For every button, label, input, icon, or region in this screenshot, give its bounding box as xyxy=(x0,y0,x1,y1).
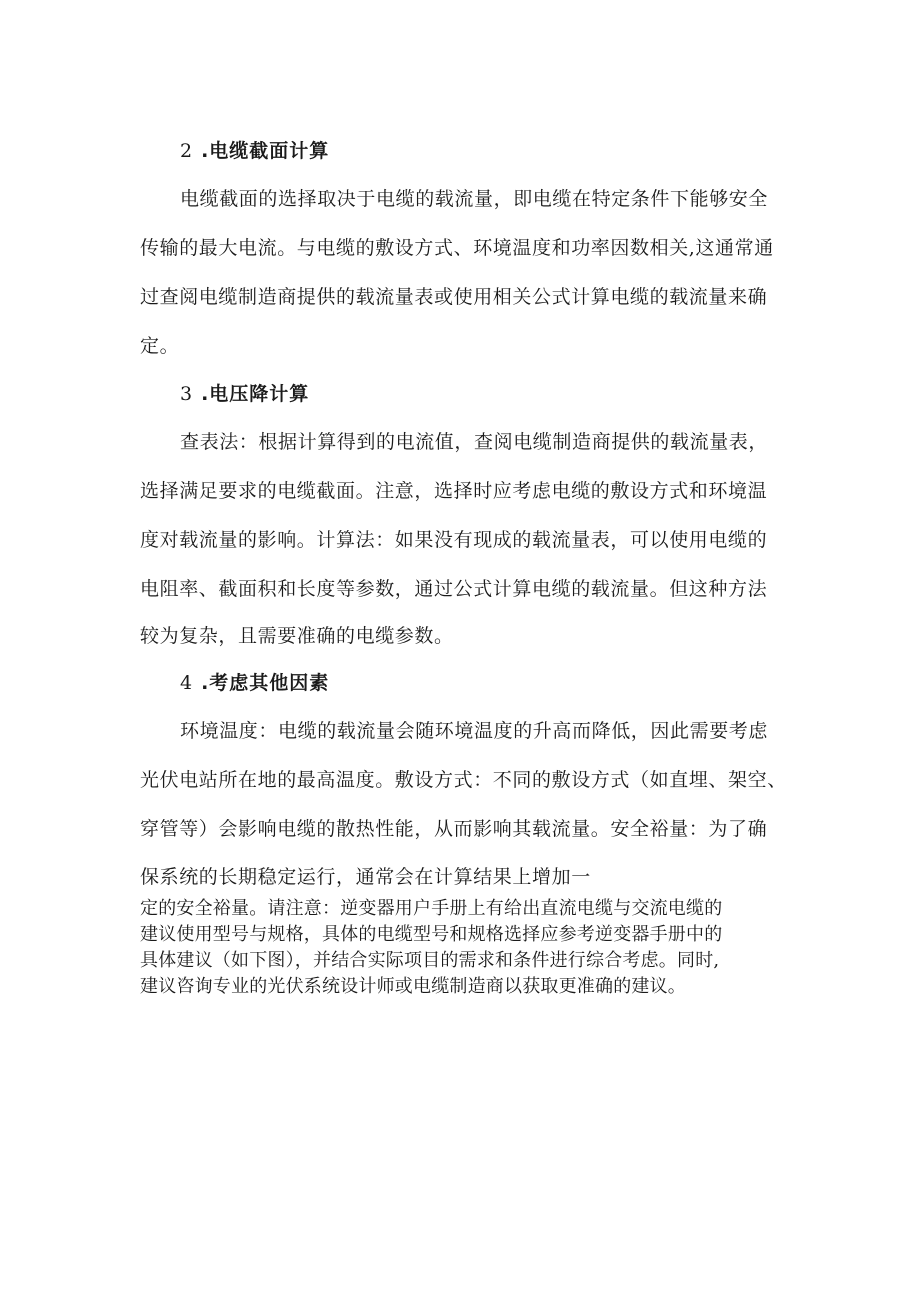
section-heading-3 xyxy=(180,379,309,406)
paragraph-line: 选择满足要求的电缆截面。注意，选择时应考虑电缆的敷设方式和环境温 xyxy=(140,480,768,502)
section-number: 3 xyxy=(180,383,194,405)
paragraph-line: 度对载流量的影响。计算法：如果没有现成的载流量表，可以使用电缆的 xyxy=(140,529,768,551)
section-title: .电缆截面计算 xyxy=(201,140,330,162)
paragraph-line: 电阻率、截面积和长度等参数，通过公式计算电缆的载流量。但这种方法 xyxy=(140,578,768,600)
section-heading-4 xyxy=(180,668,329,695)
paragraph-line: 具体建议（如下图），并结合实际项目的需求和条件进行综合考虑。同时, xyxy=(140,950,720,971)
paragraph-line: 查表法：根据计算得到的电流值，查阅电缆制造商提供的载流量表， xyxy=(180,431,769,453)
section-heading-2 xyxy=(180,136,329,163)
paragraph-line: 过查阅电缆制造商提供的载流量表或使用相关公式计算电缆的载流量来确 xyxy=(140,286,768,308)
section-title: .电压降计算 xyxy=(201,383,310,405)
paragraph-line: 电缆截面的选择取决于电缆的载流量，即电缆在特定条件下能够安全 xyxy=(180,188,769,210)
paragraph-line: 环境温度：电缆的载流量会随环境温度的升高而降低，因此需要考虑 xyxy=(180,720,769,742)
section-number: 2 xyxy=(180,140,194,162)
paragraph-line: 传输的最大电流。与电缆的敷设方式、环境温度和功率因数相关,这通常通 xyxy=(140,237,774,259)
paragraph-line: 建议咨询专业的光伏系统设计师或电缆制造商以获取更准确的建议。 xyxy=(140,976,686,997)
paragraph-line: 光伏电站所在地的最高温度。敷设方式：不同的敷设方式（如直埋、架空、 xyxy=(140,769,787,791)
paragraph-line: 较为复杂，且需要准确的电缆参数。 xyxy=(140,625,454,647)
paragraph-line: 定。 xyxy=(140,335,180,357)
section-title: .考虑其他因素 xyxy=(201,672,330,694)
paragraph-line: 建议使用型号与规格，具体的电缆型号和规格选择应参考逆变器手册中的 xyxy=(140,924,723,945)
section-number: 4 xyxy=(180,672,194,694)
paragraph-line: 定的安全裕量。请注意：逆变器用户手册上有给出直流电缆与交流电缆的 xyxy=(140,898,723,919)
paragraph-line: 保系统的长期稳定运行，通常会在计算结果上增加一 xyxy=(140,866,591,888)
paragraph-line: 穿管等）会影响电缆的散热性能，从而影响其载流量。安全裕量：为了确 xyxy=(140,818,768,840)
